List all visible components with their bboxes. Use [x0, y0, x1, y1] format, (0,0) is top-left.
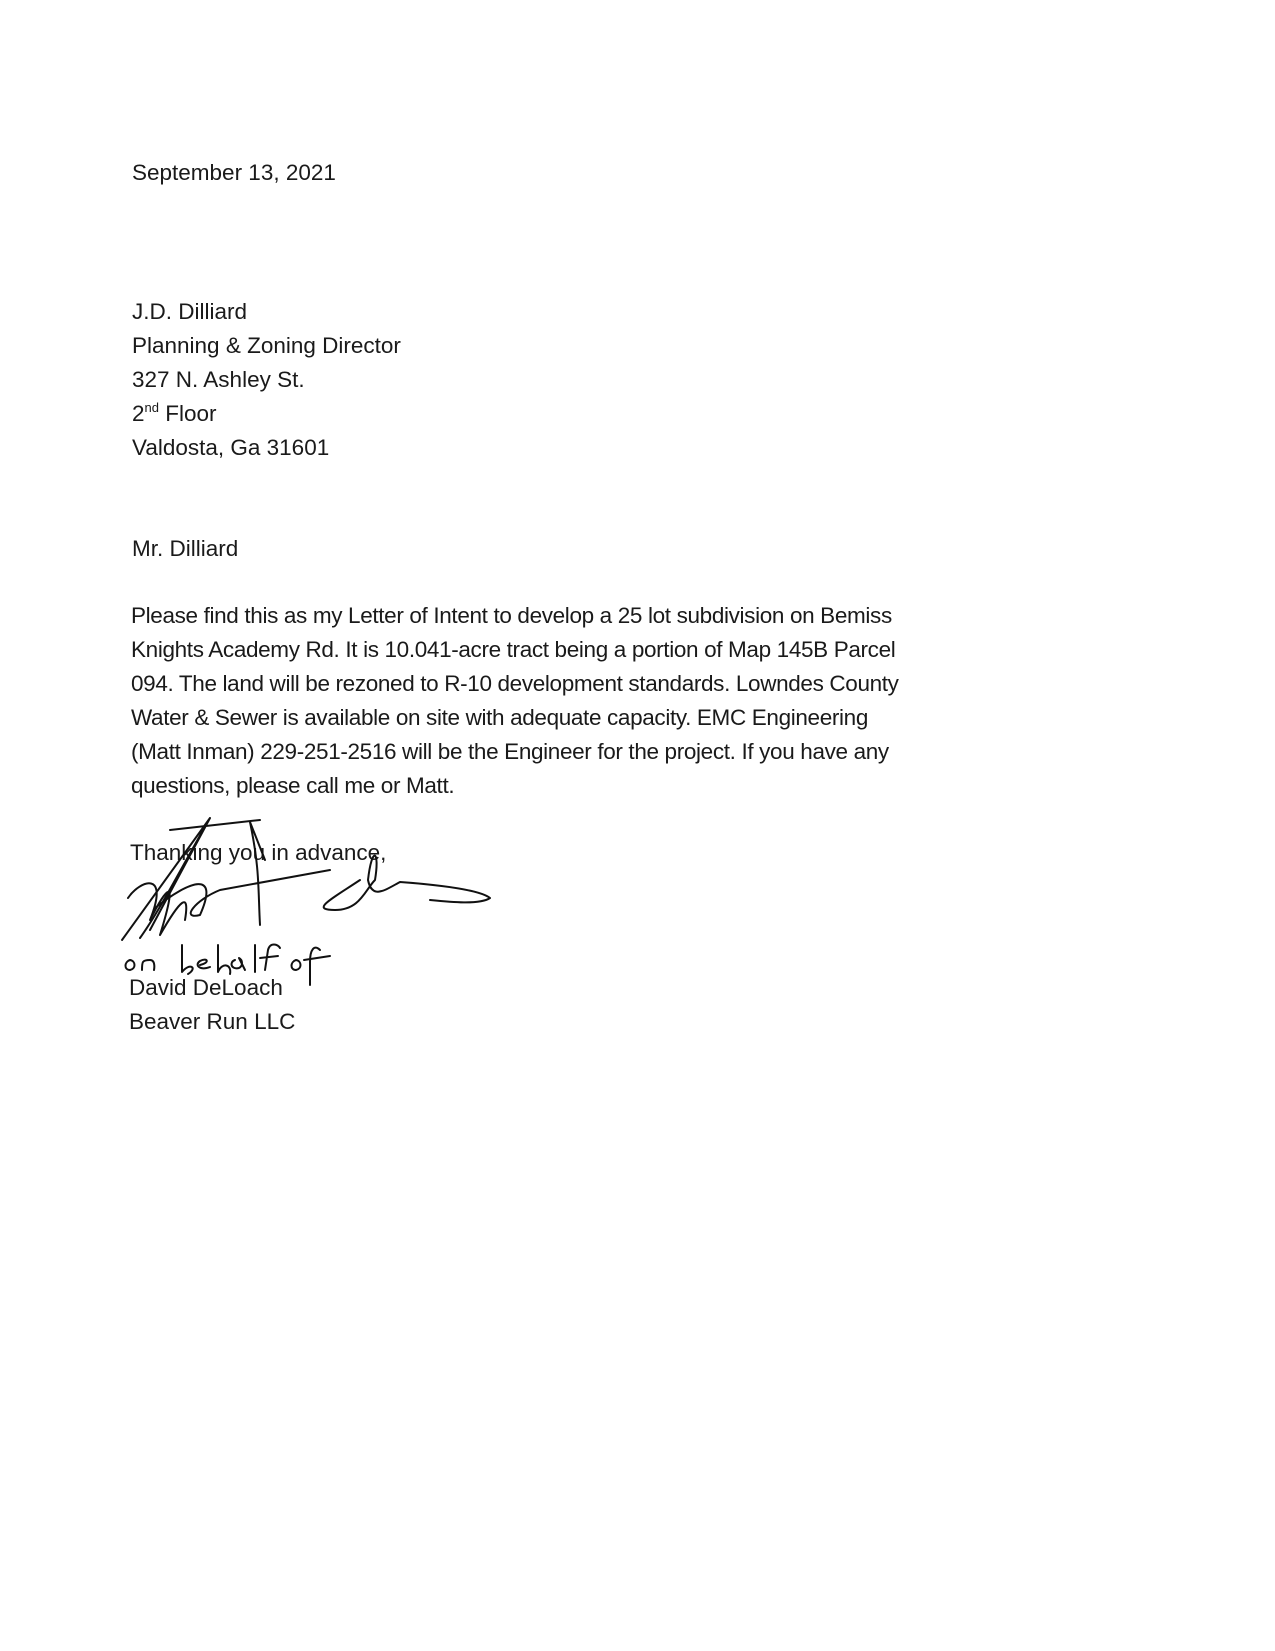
- floor-number: 2: [132, 401, 145, 426]
- salutation: Mr. Dilliard: [132, 536, 239, 561]
- body-line: Water & Sewer is available on site with adequate capacity. EMC Engineering: [131, 705, 868, 730]
- recipient-street: 327 N. Ashley St.: [132, 367, 305, 392]
- recipient-floor: [132, 397, 217, 431]
- body-line: Knights Academy Rd. It is 10.041-acre tract being a portion of Map 145B Parcel: [131, 637, 896, 662]
- sender-company: Beaver Run LLC: [129, 1009, 296, 1034]
- recipient-name: J.D. Dilliard: [132, 299, 248, 324]
- letter-date: September 13, 2021: [132, 160, 336, 185]
- body-line: questions, please call me or Matt.: [131, 773, 455, 798]
- body-line: 094. The land will be rezoned to R-10 development standards. Lowndes County: [131, 671, 899, 696]
- handwritten-signature: [110, 810, 510, 990]
- closing: Thanking you in advance,: [130, 840, 387, 865]
- body-line: Please find this as my Letter of Intent to develop a 25 lot subdivision on Bemiss: [131, 603, 892, 628]
- floor-word: Floor: [158, 401, 217, 426]
- body-line: (Matt Inman) 229-251-2516 will be the Engineer for the project. If you have any: [131, 739, 889, 764]
- recipient-title: Planning & Zoning Director: [132, 333, 401, 358]
- letter-body: [131, 599, 899, 803]
- recipient-city: Valdosta, Ga 31601: [132, 435, 330, 460]
- floor-suffix: nd: [144, 400, 159, 415]
- sender-name: David DeLoach: [129, 975, 283, 1000]
